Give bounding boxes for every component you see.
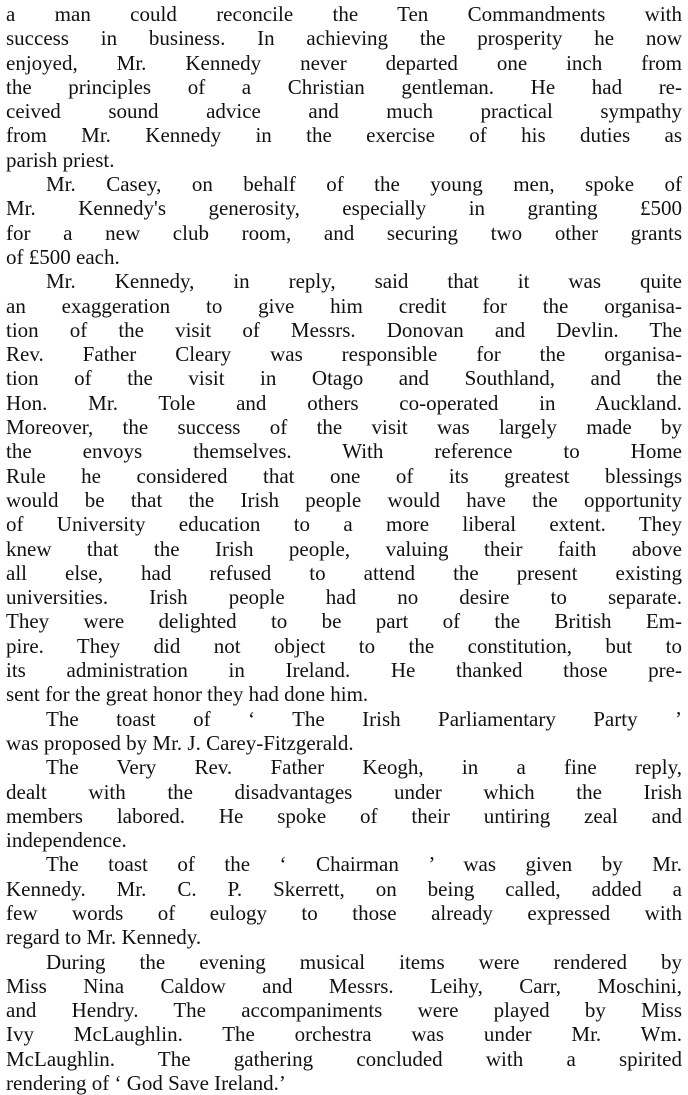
- text-line: dealt with the disadvantages under which the Irish: [6, 779, 682, 804]
- paragraph-casey: [6, 172, 682, 269]
- text-line: a man could reconcile the Ten Commandments with: [6, 2, 682, 26]
- text-line: all else, had refused to attend the present existing: [6, 560, 682, 585]
- text-line: an exaggeration to give him credit for the organisa-: [6, 293, 682, 318]
- text-line: Mr. Kennedy's generosity, especially in granting £500: [6, 196, 682, 221]
- text-line: Rev. Father Cleary was responsible for the organisa-: [6, 342, 682, 367]
- text-line: Kennedy. Mr. C. P. Skerrett, on being called, added a: [6, 876, 682, 901]
- text-line: of £500 each.: [6, 244, 120, 269]
- text-line: independence.: [6, 828, 127, 853]
- text-line: few words of eulogy to those already expressed with: [6, 900, 682, 925]
- text-line: was proposed by Mr. J. Carey-Fitzgerald.: [6, 730, 354, 755]
- article-column: [6, 2, 682, 1095]
- text-line: Hon. Mr. Tole and others co-operated in Auckland.: [6, 390, 682, 415]
- text-line: for a new club room, and securing two other grants: [6, 220, 682, 245]
- text-line: success in business. In achieving the prosperity he now: [6, 26, 682, 51]
- text-line: universities. Irish people had no desire to separate.: [6, 585, 682, 610]
- text-line: The toast of the ‘ Chairman ’ was given by Mr.: [46, 852, 682, 877]
- paragraph-father-keogh: [6, 755, 682, 852]
- text-line: knew that the Irish people, valuing their faith above: [6, 536, 682, 561]
- text-line: tion of the visit in Otago and Southland, and the: [6, 366, 682, 391]
- text-line: The Very Rev. Father Keogh, in a fine reply,: [46, 755, 682, 780]
- text-line: its administration in Ireland. He thanked those pre-: [6, 658, 682, 683]
- paragraph-kennedy-reply: [6, 269, 682, 706]
- text-line: Rule he considered that one of its greatest blessings: [6, 463, 682, 488]
- text-line: Mr. Casey, on behalf of the young men, spoke of: [46, 172, 682, 197]
- text-line: Ivy McLaughlin. The orchestra was under Mr. Wm.: [6, 1022, 682, 1047]
- text-line: regard to Mr. Kennedy.: [6, 925, 202, 950]
- text-line: ceived sound advice and much practical sympathy: [6, 99, 682, 124]
- text-line: During the evening musical items were rendered by: [46, 949, 682, 974]
- text-line: of University education to a more liberal extent. They: [6, 512, 682, 537]
- text-line: The toast of ‘ The Irish Parliamentary Party ’: [46, 706, 682, 731]
- text-line: sent for the great honor they had done him.: [6, 682, 369, 707]
- text-line: enjoyed, Mr. Kennedy never departed one inch from: [6, 50, 682, 75]
- text-line: parish priest.: [6, 147, 115, 172]
- text-line: They were delighted to be part of the British Em-: [6, 609, 682, 634]
- text-line: pire. They did not object to the constitution, but to: [6, 633, 682, 658]
- text-line: the envoys themselves. With reference to Home: [6, 439, 682, 464]
- text-line: rendering of ‘ God Save Ireland.’: [6, 1071, 286, 1095]
- text-line: McLaughlin. The gathering concluded with a spirited: [6, 1046, 682, 1071]
- paragraph-toast-irish-party: [6, 707, 682, 756]
- text-line: tion of the visit of Messrs. Donovan and Devlin. The: [6, 317, 682, 342]
- text-line: from Mr. Kennedy in the exercise of his duties as: [6, 123, 682, 148]
- text-line: Mr. Kennedy, in reply, said that it was quite: [46, 269, 682, 294]
- text-line: Miss Nina Caldow and Messrs. Leihy, Carr, Moschini,: [6, 973, 682, 998]
- text-line: members labored. He spoke of their untiring zeal and: [6, 803, 682, 828]
- paragraph-continuation: [6, 2, 682, 172]
- text-line: the principles of a Christian gentleman. He had re-: [6, 74, 682, 99]
- text-line: and Hendry. The accompaniments were played by Miss: [6, 998, 682, 1023]
- paragraph-toast-chairman: [6, 852, 682, 949]
- paragraph-musical-items: [6, 950, 682, 1095]
- text-line: Moreover, the success of the visit was largely made by: [6, 415, 682, 440]
- text-line: would be that the Irish people would have the opportunity: [6, 487, 682, 512]
